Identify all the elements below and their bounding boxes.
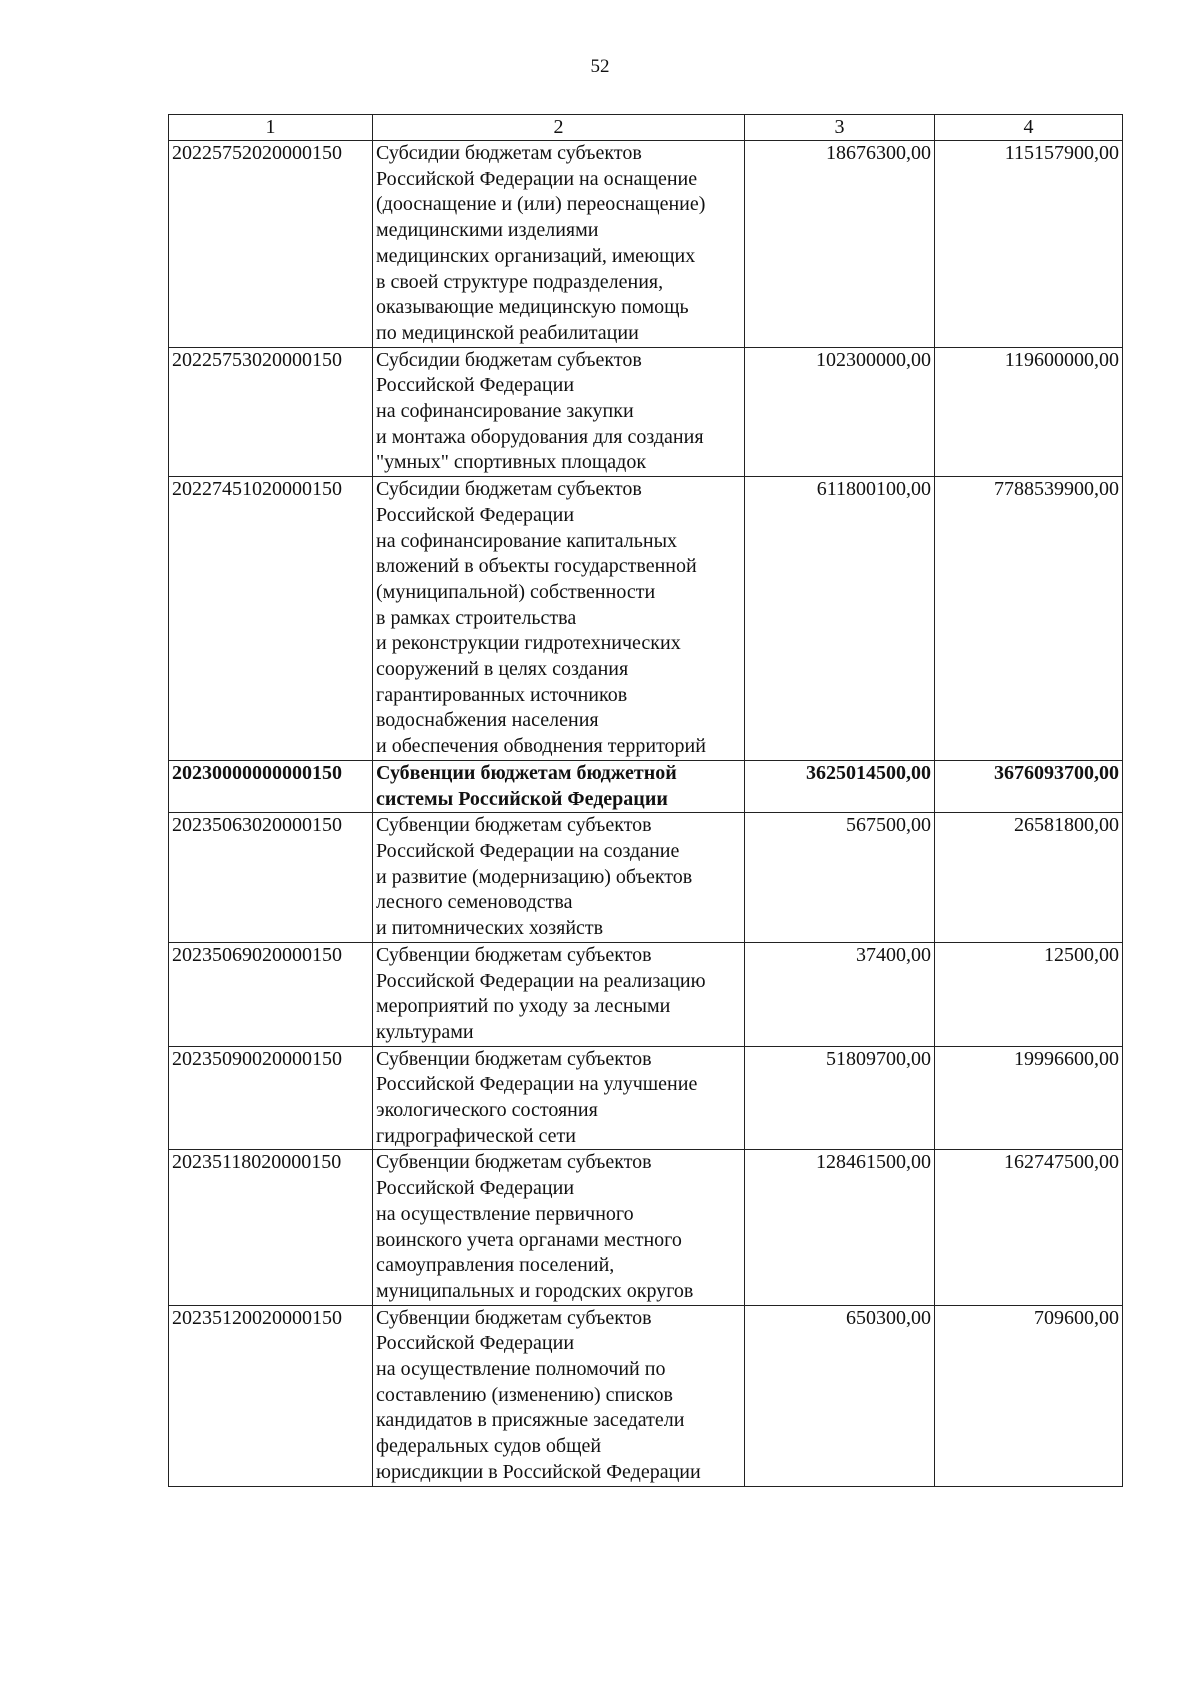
table-row xyxy=(169,1305,1123,1486)
description-cell xyxy=(373,141,745,348)
description-line: (дооснащение и (или) переоснащение) xyxy=(376,193,706,216)
description-line: экологического состояния xyxy=(376,1099,598,1122)
column-header-2: 2 xyxy=(373,115,745,141)
description-cell xyxy=(373,477,745,761)
column-header-3: 3 xyxy=(745,115,935,141)
amount-col3-cell: 611800100,00 xyxy=(745,477,935,761)
table-header-row xyxy=(169,115,1123,141)
table-row xyxy=(169,942,1123,1046)
amount-col3-cell: 102300000,00 xyxy=(745,347,935,477)
description-cell xyxy=(373,813,745,943)
description-line: муниципальных и городских округов xyxy=(376,1279,694,1302)
description-line: мероприятий по уходу за лесными xyxy=(376,995,671,1018)
description-line: на осуществление первичного xyxy=(376,1202,634,1225)
description-line: Российской Федерации на реализацию xyxy=(376,969,706,992)
description-line: Субвенции бюджетам субъектов xyxy=(376,814,652,837)
amount-col4-cell: 7788539900,00 xyxy=(935,477,1123,761)
description-line: Субвенции бюджетам субъектов xyxy=(376,1306,652,1329)
description-cell xyxy=(373,1150,745,1305)
amount-col4-cell: 3676093700,00 xyxy=(935,760,1123,812)
budget-code-cell: 20235069020000150 xyxy=(169,942,373,1046)
amount-col3-cell: 650300,00 xyxy=(745,1305,935,1486)
description-line: федеральных судов общей xyxy=(376,1435,602,1458)
description-cell xyxy=(373,1305,745,1486)
description-line: Российской Федерации xyxy=(376,1177,575,1200)
amount-col4-cell: 162747500,00 xyxy=(935,1150,1123,1305)
description-line: по медицинской реабилитации xyxy=(376,321,639,344)
description-line: воинского учета органами местного xyxy=(376,1228,682,1251)
description-line: кандидатов в присяжные заседатели xyxy=(376,1409,685,1432)
description-line: в своей структуре подразделения, xyxy=(376,270,664,293)
description-line: Российской Федерации xyxy=(376,1332,575,1355)
description-line: вложений в объекты государственной xyxy=(376,555,697,578)
description-line: юрисдикции в Российской Федерации xyxy=(376,1460,701,1483)
description-line: Российской Федерации xyxy=(376,503,575,526)
amount-col3-cell: 567500,00 xyxy=(745,813,935,943)
column-header-4: 4 xyxy=(935,115,1123,141)
amount-col4-cell: 19996600,00 xyxy=(935,1046,1123,1150)
budget-code-cell: 20225753020000150 xyxy=(169,347,373,477)
description-line: и реконструкции гидротехнических xyxy=(376,632,681,655)
budget-code-cell: 20235063020000150 xyxy=(169,813,373,943)
description-line: системы Российской Федерации xyxy=(376,787,668,810)
budget-code-cell: 20230000000000150 xyxy=(169,760,373,812)
description-line: Субвенции бюджетам субъектов xyxy=(376,1151,652,1174)
amount-col3-cell: 3625014500,00 xyxy=(745,760,935,812)
amount-col4-cell: 119600000,00 xyxy=(935,347,1123,477)
budget-code-cell: 20235120020000150 xyxy=(169,1305,373,1486)
description-line: и монтажа оборудования для создания xyxy=(376,425,704,448)
description-line: оказывающие медицинскую помощь xyxy=(376,296,689,319)
description-line: сооружений в целях создания xyxy=(376,658,629,681)
description-line: Российской Федерации на оснащение xyxy=(376,167,698,190)
description-line: Субсидии бюджетам субъектов xyxy=(376,142,642,164)
description-line: на осуществление полномочий по xyxy=(376,1358,666,1381)
amount-col3-cell: 18676300,00 xyxy=(745,141,935,348)
description-line: Субвенции бюджетам субъектов xyxy=(376,1047,652,1070)
table-row xyxy=(169,347,1123,477)
column-header-1: 1 xyxy=(169,115,373,141)
budget-table xyxy=(168,114,1123,1487)
table-row xyxy=(169,477,1123,761)
description-line: медицинскими изделиями xyxy=(376,219,599,242)
description-line: культурами xyxy=(376,1020,474,1043)
description-cell xyxy=(373,760,745,812)
description-line: на софинансирование закупки xyxy=(376,400,634,423)
table-row xyxy=(169,760,1123,812)
description-line: на софинансирование капитальных xyxy=(376,529,678,552)
budget-code-cell: 20235090020000150 xyxy=(169,1046,373,1150)
description-line: и обеспечения обводнения территорий xyxy=(376,735,706,758)
table-row xyxy=(169,1046,1123,1150)
amount-col3-cell: 128461500,00 xyxy=(745,1150,935,1305)
budget-code-cell: 20225752020000150 xyxy=(169,141,373,348)
description-line: и развитие (модернизацию) объектов xyxy=(376,865,693,888)
amount-col4-cell: 115157900,00 xyxy=(935,141,1123,348)
description-line: Субсидии бюджетам субъектов xyxy=(376,478,642,501)
description-cell xyxy=(373,347,745,477)
table-row xyxy=(169,141,1123,348)
description-line: составлению (изменению) списков xyxy=(376,1383,673,1406)
table-body xyxy=(169,141,1123,1487)
description-line: и питомнических хозяйств xyxy=(376,917,604,940)
description-line: гарантированных источников xyxy=(376,683,628,706)
description-line: водоснабжения населения xyxy=(376,709,599,732)
description-line: Российской Федерации на создание xyxy=(376,839,680,862)
amount-col4-cell: 709600,00 xyxy=(935,1305,1123,1486)
description-line: Субвенции бюджетам субъектов xyxy=(376,943,652,966)
description-line: Субсидии бюджетам субъектов xyxy=(376,348,642,371)
page-number: 52 xyxy=(590,56,610,77)
table-row xyxy=(169,1150,1123,1305)
description-line: "умных" спортивных площадок xyxy=(376,451,647,474)
description-line: Субвенции бюджетам бюджетной xyxy=(376,761,677,784)
budget-code-cell: 20235118020000150 xyxy=(169,1150,373,1305)
description-line: лесного семеноводства xyxy=(376,891,573,914)
description-line: Российской Федерации xyxy=(376,374,575,397)
amount-col4-cell: 12500,00 xyxy=(935,942,1123,1046)
description-line: (муниципальной) собственности xyxy=(376,580,656,603)
description-line: в рамках строительства xyxy=(376,606,577,629)
budget-code-cell: 20227451020000150 xyxy=(169,477,373,761)
amount-col3-cell: 51809700,00 xyxy=(745,1046,935,1150)
description-cell xyxy=(373,942,745,1046)
description-line: Российской Федерации на улучшение xyxy=(376,1073,698,1096)
description-cell xyxy=(373,1046,745,1150)
description-line: самоуправления поселений, xyxy=(376,1254,615,1277)
description-line: гидрографической сети xyxy=(376,1124,576,1147)
amount-col4-cell: 26581800,00 xyxy=(935,813,1123,943)
amount-col3-cell: 37400,00 xyxy=(745,942,935,1046)
description-line: медицинских организаций, имеющих xyxy=(376,244,696,267)
table-row xyxy=(169,813,1123,943)
